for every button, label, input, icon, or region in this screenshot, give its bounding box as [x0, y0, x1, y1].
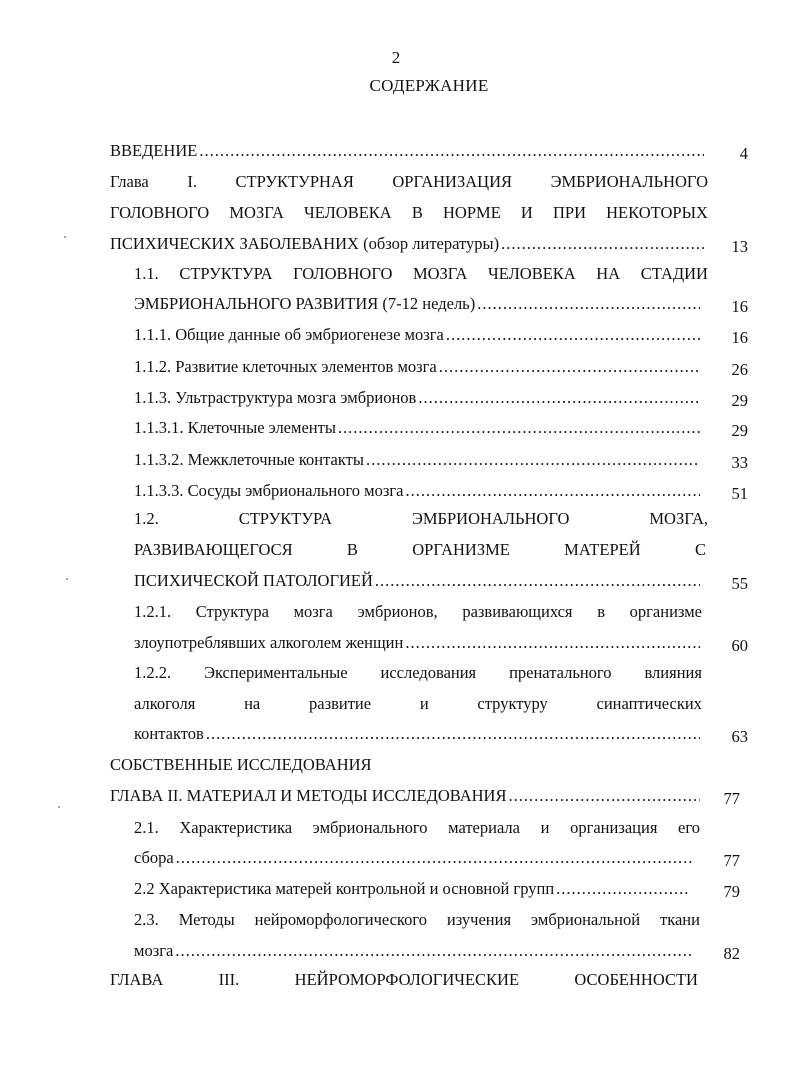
toc-page-number: 13 — [731, 237, 748, 256]
toc-entry-1-2-2-line1: 1.2.2. Экспериментальные исследования пренатального влияния — [134, 663, 702, 682]
toc-entry-1-1-2: 1.1.2. Развитие клеточных элементов мозга ..... — [134, 357, 702, 377]
toc-page-number: 82 — [723, 944, 740, 963]
toc-entry-1-2-2-line3: контактов ..... — [134, 724, 702, 744]
toc-entry-1-2-2-line2: алкоголя на развитие и структуру синаптических — [134, 694, 702, 713]
toc-entry-2-2: 2.2 Характеристика матерей контрольной и основной групп ..... — [134, 879, 690, 899]
toc-page-number: 29 — [731, 421, 748, 440]
page-number: 2 — [391, 48, 401, 67]
scan-speck — [66, 578, 68, 580]
scan-speck — [64, 236, 66, 238]
toc-page-number: 63 — [731, 727, 748, 746]
toc-entry-1-1-3-3: 1.1.3.3. Сосуды эмбрионального мозга ..... — [134, 481, 702, 501]
toc-entry-1-1-3-1: 1.1.3.1. Клеточные элементы ..... — [134, 418, 702, 438]
toc-page-number: 51 — [731, 484, 748, 503]
scan-speck — [58, 806, 60, 808]
toc-page-number: 4 — [739, 144, 748, 163]
page-title: СОДЕРЖАНИЕ — [369, 76, 489, 95]
toc-entry-chapter-3: ГЛАВА III. НЕЙРОМОРФОЛОГИЧЕСКИЕ ОСОБЕННОСТИ — [110, 970, 698, 989]
toc-entry-1-2-line3: ПСИХИЧЕСКОЙ ПАТОЛОГИЕЙ ..... — [134, 571, 702, 591]
toc-entry-2-1-line1: 2.1. Характеристика эмбрионального материала и организация его — [134, 818, 700, 837]
toc-page-number: 79 — [723, 882, 740, 901]
toc-entry-1-1-line1: 1.1. СТРУКТУРА ГОЛОВНОГО МОЗГА ЧЕЛОВЕКА НА СТАДИИ — [134, 264, 708, 283]
toc-entry-1-2-1-line1: 1.2.1. Структура мозга эмбрионов, развивающихся в организме — [134, 602, 702, 621]
toc-entry-1-1-1: 1.1.1. Общие данные об эмбриогенезе мозга ..... — [134, 325, 702, 345]
toc-entry-1-2-line1: 1.2. СТРУКТУРА ЭМБРИОНАЛЬНОГО МОЗГА, — [134, 509, 708, 528]
toc-entry-2-3-line2: мозга ..... — [134, 941, 694, 961]
toc-section-heading: СОБСТВЕННЫЕ ИССЛЕДОВАНИЯ — [110, 755, 372, 774]
toc-entry-2-3-line1: 2.3. Методы нейроморфологического изучения эмбриональной ткани — [134, 910, 700, 929]
toc-entry-1-1-3-2: 1.1.3.2. Межклеточные контакты ..... — [134, 450, 702, 470]
toc-entry-introduction: ВВЕДЕНИЕ ..... — [110, 141, 706, 161]
toc-entry-2-1-line2: сбора ..... — [134, 848, 694, 868]
toc-page-number: 33 — [731, 453, 748, 472]
toc-page-number: 77 — [723, 789, 740, 808]
toc-entry-chapter-2: ГЛАВА II. МАТЕРИАЛ И МЕТОДЫ ИССЛЕДОВАНИЯ ..... — [110, 786, 702, 806]
toc-entry-1-1-3: 1.1.3. Ультраструктура мозга эмбрионов ..... — [134, 388, 702, 408]
toc-page-number: 55 — [731, 574, 748, 593]
toc-entry-1-2-line2: РАЗВИВАЮЩЕГОСЯ В ОРГАНИЗМЕ МАТЕРЕЙ С — [134, 540, 706, 559]
toc-page-number: 60 — [731, 636, 748, 655]
toc-entry-1-1-line2: ЭМБРИОНАЛЬНОГО РАЗВИТИЯ (7-12 недель) ..... — [134, 294, 702, 314]
toc-page-number: 16 — [731, 328, 748, 347]
toc-page-number: 29 — [731, 391, 748, 410]
toc-entry-chapter-1-line3: ПСИХИЧЕСКИХ ЗАБОЛЕВАНИХ (обзор литературы) ..... — [110, 234, 706, 254]
toc-page-number: 16 — [731, 297, 748, 316]
toc-entry-chapter-1-line1: Глава I. СТРУКТУРНАЯ ОРГАНИЗАЦИЯ ЭМБРИОНАЛЬНОГО — [110, 172, 708, 191]
toc-page-number: 26 — [731, 360, 748, 379]
toc-entry-1-2-1-line2: злоупотреблявших алкоголем женщин ..... — [134, 633, 702, 653]
toc-page-number: 77 — [723, 851, 740, 870]
toc-entry-chapter-1-line2: ГОЛОВНОГО МОЗГА ЧЕЛОВЕКА В НОРМЕ И ПРИ НЕКОТОРЫХ — [110, 203, 708, 222]
